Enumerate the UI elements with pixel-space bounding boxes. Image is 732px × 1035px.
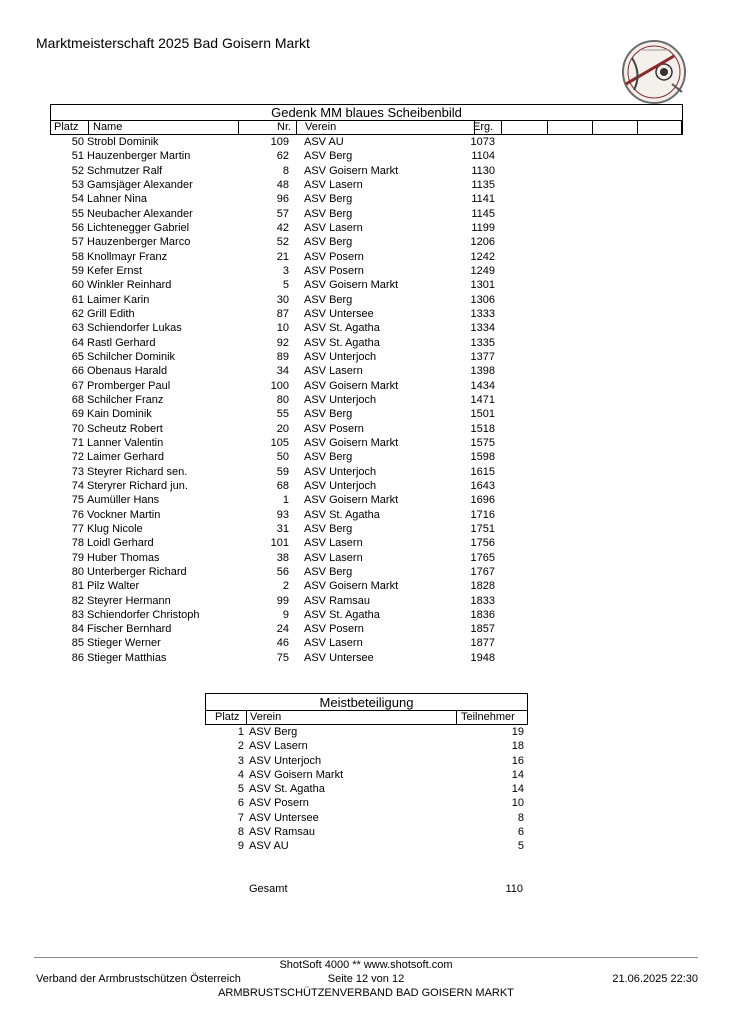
column-header-verein: Verein	[250, 711, 282, 723]
table-row	[50, 393, 683, 407]
cell-platz: 71	[71, 436, 84, 449]
cell-name: Grill Edith	[87, 307, 135, 320]
cell-platz: 53	[71, 178, 84, 191]
table-row	[50, 622, 683, 636]
cell-name: Stieger Werner	[87, 637, 161, 650]
cell-erg: 1696	[470, 494, 495, 507]
cell-verein: ASV Goisern Markt	[249, 768, 344, 781]
cell-name: Aumüller Hans	[87, 494, 160, 507]
table-row	[50, 336, 683, 350]
participation-table	[205, 693, 528, 853]
results-table-header	[50, 121, 683, 135]
cell-name: Steryrer Richard jun.	[87, 479, 188, 492]
cell-name: Schiendorfer Christoph	[87, 608, 200, 621]
cell-platz: 9	[237, 840, 244, 853]
cell-verein: ASV Lasern	[304, 178, 363, 191]
table-row	[50, 321, 683, 335]
cell-nr: 99	[276, 594, 289, 607]
table-row	[50, 479, 683, 493]
table-row	[50, 594, 683, 608]
cell-verein: ASV Berg	[249, 726, 298, 738]
cell-verein: ASV Goisern Markt	[304, 379, 399, 392]
cell-erg: 1301	[470, 279, 495, 292]
cell-nr: 101	[270, 537, 289, 550]
cell-nr: 3	[282, 264, 289, 277]
cell-nr: 50	[276, 451, 289, 464]
cell-nr: 10	[276, 322, 289, 335]
cell-verein: ASV Lasern	[304, 365, 363, 378]
cell-name: Laimer Gerhard	[87, 451, 165, 464]
cell-platz: 77	[71, 522, 84, 535]
table-row	[50, 307, 683, 321]
table-row	[50, 364, 683, 378]
cell-erg: 1518	[470, 422, 495, 435]
cell-name: Schmutzer Ralf	[87, 164, 163, 177]
cell-platz: 55	[71, 207, 84, 220]
cell-erg: 1765	[470, 551, 495, 564]
table-row	[50, 164, 683, 178]
cell-platz: 56	[71, 221, 84, 234]
column-header-nr: Nr.	[277, 121, 292, 133]
cell-name: Knollmayr Franz	[87, 250, 168, 263]
cell-verein: ASV Lasern	[304, 221, 363, 234]
cell-erg: 1249	[470, 264, 495, 277]
cell-verein: ASV Goisern Markt	[304, 436, 399, 449]
cell-platz: 3	[237, 754, 244, 767]
table-row	[50, 579, 683, 593]
cell-platz: 7	[237, 811, 244, 824]
footer-organization: Verband der Armbrustschützen Österreich	[36, 973, 241, 985]
cell-name: Schilcher Franz	[87, 393, 164, 406]
cell-name: Kefer Ernst	[87, 264, 143, 277]
total-label: Gesamt	[249, 883, 288, 895]
cell-erg: 1643	[470, 479, 495, 492]
cell-erg: 1948	[470, 651, 495, 664]
table-row	[50, 493, 683, 507]
cell-erg: 1333	[470, 307, 495, 320]
cell-erg: 1398	[470, 365, 495, 378]
cell-name: Schilcher Dominik	[87, 350, 176, 363]
cell-platz: 80	[71, 565, 84, 578]
cell-nr: 52	[276, 236, 289, 249]
cell-nr: 2	[282, 580, 289, 593]
cell-verein: ASV Untersee	[304, 651, 374, 664]
cell-platz: 81	[71, 580, 84, 593]
cell-erg: 1471	[470, 393, 495, 406]
cell-erg: 1716	[470, 508, 495, 521]
cell-verein: ASV Berg	[304, 236, 353, 249]
cell-teilnehmer: 5	[517, 840, 524, 853]
cell-platz: 59	[71, 264, 84, 277]
footer-page-number: Seite 12 von 12	[327, 973, 405, 985]
cell-verein: ASV Unterjoch	[304, 479, 377, 492]
cell-platz: 84	[71, 623, 84, 636]
table-row	[50, 250, 683, 264]
cell-nr: 21	[276, 250, 289, 263]
cell-platz: 82	[71, 594, 84, 607]
cell-platz: 64	[71, 336, 84, 349]
cell-platz: 4	[237, 768, 244, 781]
cell-erg: 1756	[470, 537, 495, 550]
cell-erg: 1857	[470, 623, 495, 636]
cell-verein: ASV St. Agatha	[249, 783, 325, 796]
cell-teilnehmer: 19	[511, 726, 524, 738]
column-header-platz: Platz	[54, 121, 79, 133]
cell-name: Rastl Gerhard	[87, 336, 156, 349]
cell-erg: 1145	[471, 207, 495, 220]
cell-nr: 57	[276, 207, 289, 220]
cell-platz: 54	[71, 193, 84, 206]
page-title: Marktmeisterschaft 2025 Bad Goisern Markt	[36, 35, 310, 51]
cell-platz: 73	[71, 465, 84, 478]
cell-name: Promberger Paul	[87, 379, 171, 392]
cell-platz: 62	[71, 307, 84, 320]
cell-erg: 1575	[470, 436, 495, 449]
cell-verein: ASV Unterjoch	[249, 754, 322, 767]
cell-nr: 75	[276, 651, 289, 664]
cell-teilnehmer: 8	[517, 811, 524, 824]
cell-platz: 50	[71, 136, 84, 148]
footer-club: ARMBRUSTSCHÜTZENVERBAND BAD GOISERN MARKT	[218, 987, 514, 999]
cell-verein: ASV Ramsau	[304, 594, 371, 607]
cell-teilnehmer: 10	[511, 797, 524, 810]
cell-platz: 70	[71, 422, 84, 435]
cell-verein: ASV Lasern	[304, 637, 363, 650]
cell-erg: 1877	[470, 637, 495, 650]
cell-erg: 1073	[470, 136, 495, 148]
cell-name: Stieger Matthias	[87, 651, 167, 664]
cell-verein: ASV St. Agatha	[304, 322, 380, 335]
total-value: 110	[505, 883, 523, 895]
cell-name: Strobl Dominik	[87, 136, 159, 148]
table-row	[50, 278, 683, 292]
cell-nr: 96	[276, 193, 289, 206]
participation-table-body	[205, 725, 528, 854]
cell-name: Lanner Valentin	[87, 436, 164, 449]
table-row	[205, 796, 528, 810]
table-row	[50, 350, 683, 364]
cell-erg: 1335	[470, 336, 495, 349]
cell-platz: 83	[71, 608, 84, 621]
cell-verein: ASV Untersee	[249, 811, 319, 824]
cell-verein: ASV Berg	[304, 408, 353, 421]
cell-nr: 92	[276, 336, 289, 349]
cell-platz: 52	[71, 164, 84, 177]
table-row	[50, 235, 683, 249]
cell-verein: ASV Berg	[304, 150, 353, 163]
participation-table-header	[205, 711, 528, 725]
cell-verein: ASV Posern	[304, 422, 364, 435]
cell-verein: ASV Lasern	[304, 551, 363, 564]
cell-name: Neubacher Alexander	[87, 207, 193, 220]
cell-verein: ASV Posern	[304, 250, 364, 263]
table-row	[50, 450, 683, 464]
cell-platz: 67	[71, 379, 84, 392]
cell-verein: ASV Unterjoch	[304, 465, 377, 478]
cell-verein: ASV Berg	[304, 207, 353, 220]
cell-teilnehmer: 6	[517, 826, 524, 839]
table-row	[205, 754, 528, 768]
footer-software: ShotSoft 4000 ** www.shotsoft.com	[279, 959, 453, 971]
table-row	[50, 608, 683, 622]
table-row	[50, 379, 683, 393]
table-row	[50, 264, 683, 278]
cell-nr: 1	[282, 494, 289, 507]
table-row	[50, 565, 683, 579]
cell-platz: 79	[71, 551, 84, 564]
table-row	[50, 192, 683, 206]
cell-name: Obenaus Harald	[87, 365, 168, 378]
table-row	[205, 768, 528, 782]
cell-verein: ASV Berg	[304, 451, 353, 464]
cell-nr: 56	[276, 565, 289, 578]
cell-nr: 46	[276, 637, 289, 650]
table-row	[50, 522, 683, 536]
cell-nr: 42	[276, 221, 289, 234]
cell-platz: 2	[237, 740, 244, 753]
cell-nr: 109	[270, 136, 289, 148]
cell-verein: ASV Posern	[304, 264, 364, 277]
cell-platz: 1	[237, 726, 244, 738]
cell-platz: 74	[71, 479, 84, 492]
table-row	[50, 508, 683, 522]
cell-name: Gamsjäger Alexander	[87, 178, 193, 191]
cell-nr: 87	[276, 307, 289, 320]
cell-verein: ASV St. Agatha	[304, 336, 380, 349]
cell-verein: ASV AU	[304, 136, 344, 148]
cell-name: Laimer Karin	[87, 293, 150, 306]
cell-platz: 5	[237, 783, 244, 796]
table-row	[205, 839, 528, 853]
table-row	[50, 536, 683, 550]
cell-platz: 51	[71, 150, 84, 163]
column-header-teilnehmer: Teilnehmer	[461, 711, 515, 723]
cell-name: Lahner Nina	[87, 193, 147, 206]
cell-erg: 1206	[470, 236, 495, 249]
cell-nr: 34	[276, 365, 289, 378]
table-row	[50, 135, 683, 149]
cell-verein: ASV St. Agatha	[304, 508, 380, 521]
cell-verein: ASV Unterjoch	[304, 393, 377, 406]
cell-nr: 8	[282, 164, 289, 177]
cell-name: Vockner Martin	[87, 508, 161, 521]
cell-name: Hauzenberger Marco	[87, 236, 191, 249]
cell-name: Pilz Walter	[87, 580, 140, 593]
cell-verein: ASV Berg	[304, 522, 353, 535]
cell-verein: ASV Untersee	[304, 307, 374, 320]
cell-nr: 20	[276, 422, 289, 435]
cell-name: Unterberger Richard	[87, 565, 187, 578]
cell-name: Schiendorfer Lukas	[87, 322, 182, 335]
table-row	[50, 207, 683, 221]
cell-erg: 1615	[470, 465, 495, 478]
cell-platz: 76	[71, 508, 84, 521]
cell-erg: 1767	[470, 565, 495, 578]
cell-platz: 72	[71, 451, 84, 464]
cell-name: Scheutz Robert	[87, 422, 163, 435]
cell-platz: 86	[71, 651, 84, 664]
cell-nr: 24	[276, 623, 289, 636]
cell-verein: ASV Lasern	[304, 537, 363, 550]
table-row	[50, 407, 683, 421]
cell-erg: 1751	[470, 522, 495, 535]
cell-erg: 1199	[471, 221, 495, 234]
cell-erg: 1242	[470, 250, 495, 263]
results-table-title: Gedenk MM blaues Scheibenbild	[50, 104, 683, 121]
cell-erg: 1836	[470, 608, 495, 621]
results-table-body	[50, 135, 683, 665]
cell-name: Steyrer Richard sen.	[87, 465, 188, 478]
cell-verein: ASV Berg	[304, 193, 353, 206]
cell-platz: 57	[71, 236, 84, 249]
cell-erg: 1833	[470, 594, 495, 607]
cell-erg: 1501	[470, 408, 495, 421]
table-row	[50, 436, 683, 450]
table-row	[205, 782, 528, 796]
cell-platz: 66	[71, 365, 84, 378]
cell-nr: 31	[276, 522, 289, 535]
cell-nr: 62	[276, 150, 289, 163]
cell-platz: 61	[71, 293, 84, 306]
cell-verein: ASV Goisern Markt	[304, 279, 399, 292]
table-row	[50, 551, 683, 565]
cell-nr: 105	[270, 436, 289, 449]
cell-erg: 1141	[471, 193, 495, 206]
cell-nr: 9	[282, 608, 289, 621]
cell-verein: ASV Goisern Markt	[304, 494, 399, 507]
column-header-platz: Platz	[215, 711, 240, 723]
table-row	[50, 636, 683, 650]
footer-datetime: 21.06.2025 22:30	[612, 973, 698, 985]
table-row	[50, 178, 683, 192]
cell-erg: 1377	[470, 350, 495, 363]
cell-nr: 68	[276, 479, 289, 492]
cell-name: Lichtenegger Gabriel	[87, 221, 190, 234]
cell-platz: 69	[71, 408, 84, 421]
crossbow-club-emblem-icon	[612, 38, 696, 106]
table-row	[50, 651, 683, 665]
cell-nr: 59	[276, 465, 289, 478]
cell-verein: ASV Berg	[304, 293, 353, 306]
cell-verein: ASV Ramsau	[249, 826, 316, 839]
cell-name: Kain Dominik	[87, 408, 152, 421]
cell-name: Loidl Gerhard	[87, 537, 154, 550]
cell-erg: 1104	[471, 150, 495, 163]
table-row	[205, 725, 528, 739]
cell-verein: ASV Lasern	[249, 740, 308, 753]
cell-platz: 68	[71, 393, 84, 406]
table-row	[205, 811, 528, 825]
cell-erg: 1306	[470, 293, 495, 306]
participation-table-title: Meistbeteiligung	[205, 693, 528, 711]
cell-erg: 1828	[470, 580, 495, 593]
cell-platz: 63	[71, 322, 84, 335]
cell-platz: 60	[71, 279, 84, 292]
column-header-name: Name	[93, 121, 123, 133]
cell-verein: ASV St. Agatha	[304, 608, 380, 621]
cell-teilnehmer: 16	[511, 754, 524, 767]
table-row	[50, 221, 683, 235]
cell-nr: 93	[276, 508, 289, 521]
cell-nr: 55	[276, 408, 289, 421]
cell-verein: ASV Posern	[304, 623, 364, 636]
cell-platz: 8	[237, 826, 244, 839]
cell-verein: ASV Unterjoch	[304, 350, 377, 363]
table-row	[50, 293, 683, 307]
cell-name: Winkler Reinhard	[87, 279, 172, 292]
cell-platz: 58	[71, 250, 84, 263]
cell-nr: 5	[282, 279, 289, 292]
cell-nr: 48	[276, 178, 289, 191]
cell-erg: 1434	[470, 379, 495, 392]
cell-nr: 38	[276, 551, 289, 564]
table-row	[50, 149, 683, 163]
cell-erg: 1598	[470, 451, 495, 464]
cell-verein: ASV Berg	[304, 565, 353, 578]
cell-teilnehmer: 14	[511, 783, 524, 796]
cell-platz: 75	[71, 494, 84, 507]
cell-verein: ASV Goisern Markt	[304, 580, 399, 593]
cell-teilnehmer: 14	[511, 768, 524, 781]
column-header-erg: Erg.	[473, 121, 494, 133]
table-row	[205, 825, 528, 839]
cell-name: Klug Nicole	[87, 522, 143, 535]
footer-divider	[34, 957, 698, 958]
cell-erg: 1135	[471, 178, 495, 191]
results-table	[50, 104, 683, 664]
cell-name: Hauzenberger Martin	[87, 150, 191, 163]
cell-erg: 1130	[471, 164, 495, 177]
table-row	[50, 465, 683, 479]
cell-platz: 85	[71, 637, 84, 650]
table-row	[205, 739, 528, 753]
cell-erg: 1334	[470, 322, 495, 335]
cell-nr: 30	[276, 293, 289, 306]
cell-nr: 89	[276, 350, 289, 363]
cell-nr: 100	[270, 379, 289, 392]
cell-name: Fischer Bernhard	[87, 623, 172, 636]
cell-verein: ASV AU	[249, 840, 289, 853]
cell-verein: ASV Posern	[249, 797, 309, 810]
cell-teilnehmer: 18	[511, 740, 524, 753]
cell-verein: ASV Goisern Markt	[304, 164, 399, 177]
cell-name: Steyrer Hermann	[87, 594, 171, 607]
cell-platz: 78	[71, 537, 84, 550]
cell-platz: 65	[71, 350, 84, 363]
table-row	[50, 422, 683, 436]
cell-name: Huber Thomas	[87, 551, 160, 564]
column-header-verein: Verein	[305, 121, 337, 133]
cell-platz: 6	[237, 797, 244, 810]
cell-nr: 80	[276, 393, 289, 406]
